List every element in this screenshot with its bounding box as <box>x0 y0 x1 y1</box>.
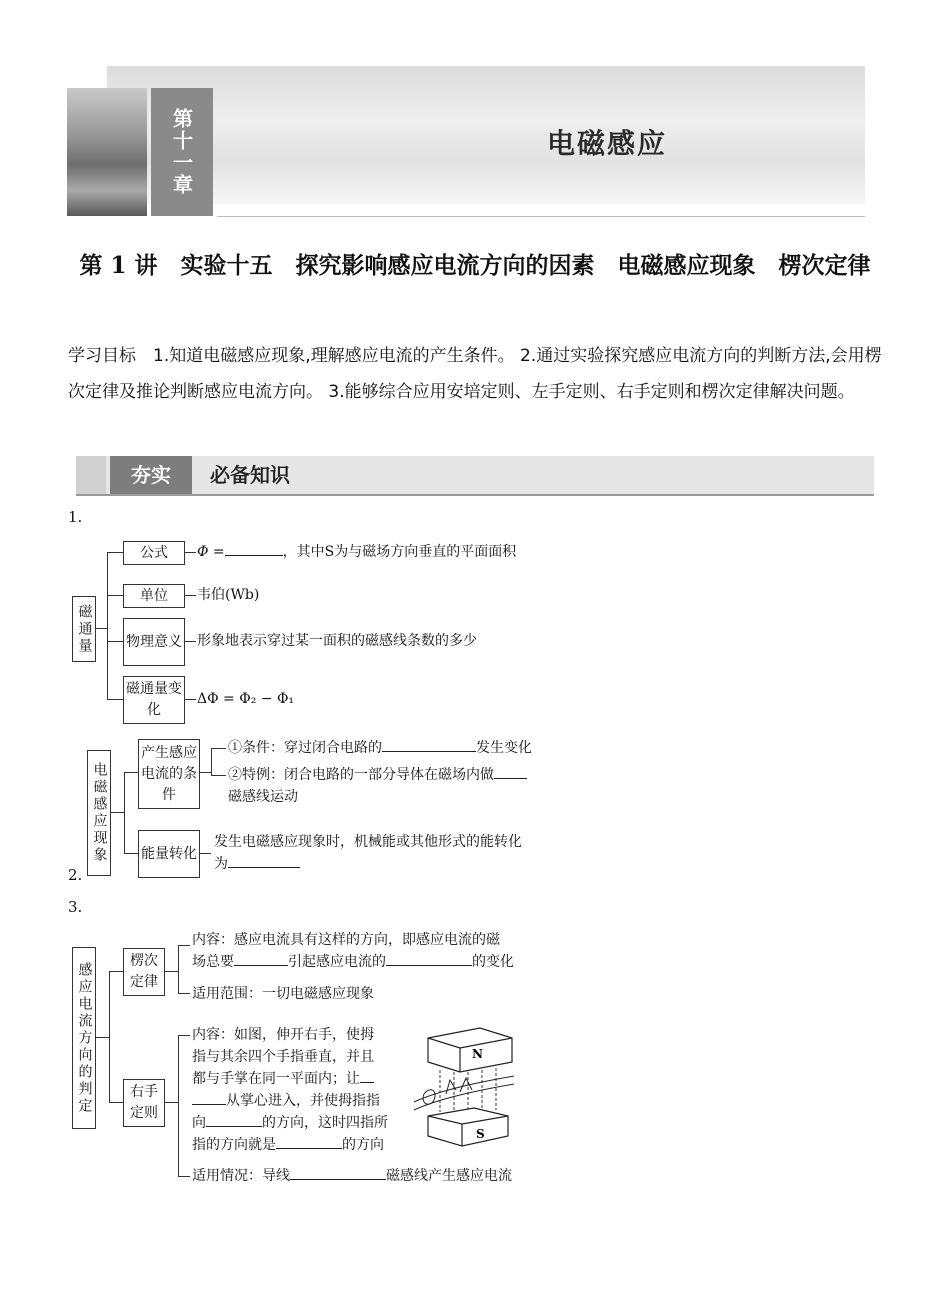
lenz-text-a: 场总要 <box>192 954 234 970</box>
fill-blank[interactable] <box>494 764 527 779</box>
rhr-line5-a: 向 <box>192 1115 206 1131</box>
rhr-line3 <box>192 1068 374 1090</box>
rhr-line6-b: 的方向 <box>342 1137 384 1153</box>
rhr-application <box>192 1165 512 1187</box>
fill-blank[interactable] <box>386 951 472 966</box>
branch-unit: 单位 <box>123 584 185 608</box>
item-number: 1. <box>68 508 83 526</box>
fill-blank[interactable] <box>360 1068 374 1083</box>
mindmap-root-direction: 感应电流方向的判定 <box>72 947 96 1129</box>
connector <box>164 971 178 972</box>
connector <box>184 552 196 553</box>
energy-text-line2 <box>214 853 300 875</box>
connector <box>107 552 108 699</box>
connector <box>124 772 125 853</box>
connector <box>199 853 211 854</box>
condition-2-suffix: 磁感线运动 <box>228 789 298 805</box>
unit-text: 韦伯(Wb) <box>197 587 260 603</box>
learning-objectives: 学习目标 1.知道电磁感应现象,理解感应电流的产生条件。 2.通过实验探究感应电流方向的判断方法,会用楞次定律及推论判断感应电流方向。 3.能够综合应用安培定则、左手定则、右手定则和楞次定律解决问题。 <box>68 346 882 402</box>
fill-blank[interactable] <box>225 541 283 556</box>
branch-physical-meaning: 物理意义 <box>123 618 185 666</box>
chapter-title: 电磁感应 <box>546 127 667 160</box>
fill-blank[interactable] <box>206 1112 262 1127</box>
connector <box>107 641 123 642</box>
condition-2 <box>228 764 527 786</box>
condition-1 <box>228 737 532 759</box>
fill-blank[interactable] <box>192 1090 226 1105</box>
mindmap-root-flux: 磁通量 <box>72 596 96 662</box>
connector <box>107 595 123 596</box>
branch-energy-conversion: 能量转化 <box>138 830 200 878</box>
rhr-line4 <box>192 1090 380 1112</box>
formula-note: ，其中S为与磁场方向垂直的平面面积 <box>282 544 517 560</box>
branch-right-hand-rule: 右手定则 <box>123 1079 165 1127</box>
chapter-label: 第十一章 <box>151 88 213 216</box>
energy-text-line1: 发生电磁感应现象时，机械能或其他形式的能转化 <box>214 834 522 850</box>
rhr-line6-a: 指的方向就是 <box>192 1137 276 1153</box>
section-header-accent <box>76 456 106 494</box>
condition-2-text: ②特例：闭合电路的一部分导体在磁场内做 <box>228 767 494 783</box>
north-pole-label: N <box>472 1047 483 1061</box>
item-number: 3. <box>68 898 83 916</box>
connector <box>211 748 226 749</box>
branch-current-condition: 产生感应电流的条件 <box>138 739 200 809</box>
rhr-line5-b: 的方向，这时四指所 <box>262 1115 388 1131</box>
connector <box>178 1035 190 1036</box>
fill-blank[interactable] <box>234 951 288 966</box>
connector <box>124 772 138 773</box>
fill-blank[interactable] <box>228 853 300 868</box>
connector <box>184 699 196 700</box>
lenz-content-line2 <box>192 951 514 973</box>
branch-formula: 公式 <box>123 541 185 565</box>
rhr-line2: 指与其余四个手指垂直，并且 <box>192 1049 374 1065</box>
connector <box>107 699 123 700</box>
flux-change-text: ΔΦ = Φ₂ − Φ₁ <box>197 691 295 707</box>
section-tag: 夯实 <box>110 456 192 494</box>
rhr-line6 <box>192 1134 384 1156</box>
connector <box>184 641 196 642</box>
section-header-bar <box>76 456 874 496</box>
rhr-line4-text: 从掌心进入，并使拇指指 <box>226 1093 380 1109</box>
connector <box>95 628 107 629</box>
rhr-application-suffix: 磁感线产生感应电流 <box>386 1168 512 1184</box>
lenz-scope: 适用范围：一切电磁感应现象 <box>192 986 374 1002</box>
formula-text <box>197 541 516 563</box>
lenz-content-line1: 内容：感应电流具有这样的方向，即感应电流的磁 <box>192 932 500 948</box>
item-number: 2. <box>68 866 83 884</box>
lecture-title: 第 1 讲 实验十五 探究影响感应电流方向的因素 电磁感应现象 楞次定律 <box>79 252 871 279</box>
lenz-text-b: 引起感应电流的 <box>288 954 386 970</box>
connector <box>124 853 138 854</box>
section-title: 必备知识 <box>210 463 290 487</box>
connector <box>95 1037 109 1038</box>
connector <box>178 1035 179 1176</box>
connector <box>184 595 196 596</box>
rhr-line1: 内容：如图，伸开右手，使拇 <box>192 1027 374 1043</box>
magnet-hand-illustration <box>410 1024 522 1150</box>
energy-text-prefix: 为 <box>214 856 228 872</box>
connector <box>109 1102 123 1103</box>
connector <box>199 772 211 773</box>
lenz-text-c: 的变化 <box>472 954 514 970</box>
fill-blank[interactable] <box>276 1134 342 1149</box>
rhr-line5 <box>192 1112 388 1134</box>
meaning-text: 形象地表示穿过某一面积的磁感线条数的多少 <box>197 633 477 649</box>
banner-landscape-image <box>67 88 147 216</box>
connector <box>178 945 190 946</box>
condition-1-suffix: 发生变化 <box>476 740 532 756</box>
connector <box>178 993 190 994</box>
connector <box>109 971 123 972</box>
connector <box>211 775 226 776</box>
formula-symbol: Φ = <box>197 544 225 560</box>
condition-1-text: ①条件：穿过闭合电路的 <box>228 740 382 756</box>
fill-blank[interactable] <box>290 1165 386 1180</box>
connector <box>109 971 110 1102</box>
rhr-application-text: 适用情况：导线 <box>192 1168 290 1184</box>
chapter-banner <box>67 66 865 216</box>
branch-lenz-law: 楞次定律 <box>123 948 165 996</box>
connector <box>178 1176 190 1177</box>
fill-blank[interactable] <box>382 737 476 752</box>
rhr-line3-text: 都与手掌在同一平面内；让 <box>192 1071 360 1087</box>
banner-divider <box>217 216 865 217</box>
mindmap-root-induction: 电磁感应现象 <box>87 750 111 876</box>
connector <box>110 812 124 813</box>
connector <box>107 552 123 553</box>
south-pole-label: S <box>476 1127 485 1141</box>
branch-flux-change: 磁通量变化 <box>123 676 185 724</box>
connector <box>164 1102 178 1103</box>
connector <box>178 945 179 994</box>
connector <box>211 748 212 775</box>
